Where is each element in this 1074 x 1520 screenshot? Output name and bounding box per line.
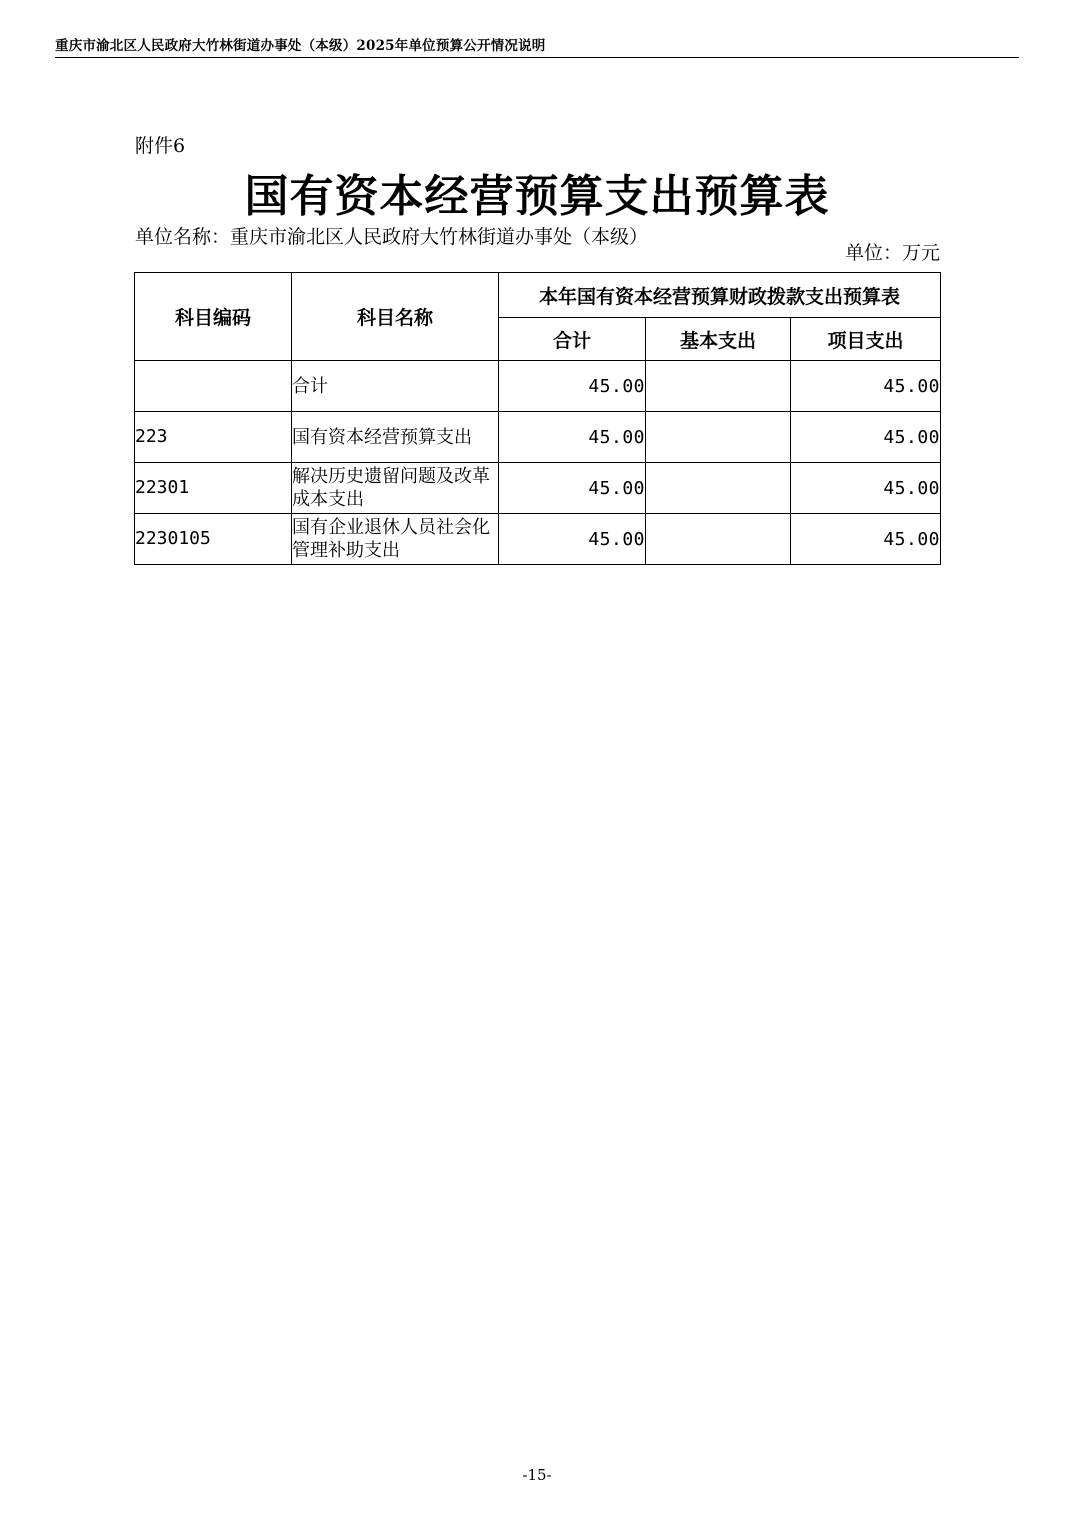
cell-basic <box>646 412 791 463</box>
unit-measure-label: 单位：万元 <box>844 242 940 264</box>
page-title: 国有资本经营预算支出预算表 <box>244 171 830 222</box>
header-divider <box>55 57 1019 58</box>
cell-total: 45.00 <box>499 412 646 463</box>
unit-name-label: 单位名称：重庆市渝北区人民政府大竹林街道办事处（本级） <box>135 226 649 248</box>
table-row <box>135 514 941 565</box>
running-header: 重庆市渝北区人民政府大竹林街道办事处（本级）2025年单位预算公开情况说明 <box>55 38 546 54</box>
table-row <box>135 463 941 514</box>
cell-project: 45.00 <box>791 361 941 412</box>
cell-code: 223 <box>135 412 292 463</box>
cell-code <box>135 361 292 412</box>
cell-project: 45.00 <box>791 463 941 514</box>
cell-name: 国有资本经营预算支出 <box>292 412 499 463</box>
table-row <box>135 361 941 412</box>
cell-name: 解决历史遗留问题及改革成本支出 <box>292 463 499 514</box>
table-row <box>135 412 941 463</box>
cell-project: 45.00 <box>791 412 941 463</box>
cell-total: 45.00 <box>499 463 646 514</box>
cell-project: 45.00 <box>791 514 941 565</box>
page-number: -15- <box>522 1466 552 1484</box>
budget-table <box>134 272 941 565</box>
header-total: 合计 <box>499 318 646 361</box>
attachment-label: 附件6 <box>135 135 186 157</box>
table-header-row-group <box>135 273 941 318</box>
header-basic: 基本支出 <box>646 318 791 361</box>
cell-basic <box>646 463 791 514</box>
header-project: 项目支出 <box>791 318 941 361</box>
cell-name: 合计 <box>292 361 499 412</box>
cell-total: 45.00 <box>499 514 646 565</box>
header-code: 科目编码 <box>135 273 292 361</box>
cell-name: 国有企业退休人员社会化管理补助支出 <box>292 514 499 565</box>
cell-basic <box>646 514 791 565</box>
cell-code: 2230105 <box>135 514 292 565</box>
header-group: 本年国有资本经营预算财政拨款支出预算表 <box>499 273 941 318</box>
cell-code: 22301 <box>135 463 292 514</box>
cell-basic <box>646 361 791 412</box>
header-name: 科目名称 <box>292 273 499 361</box>
cell-total: 45.00 <box>499 361 646 412</box>
